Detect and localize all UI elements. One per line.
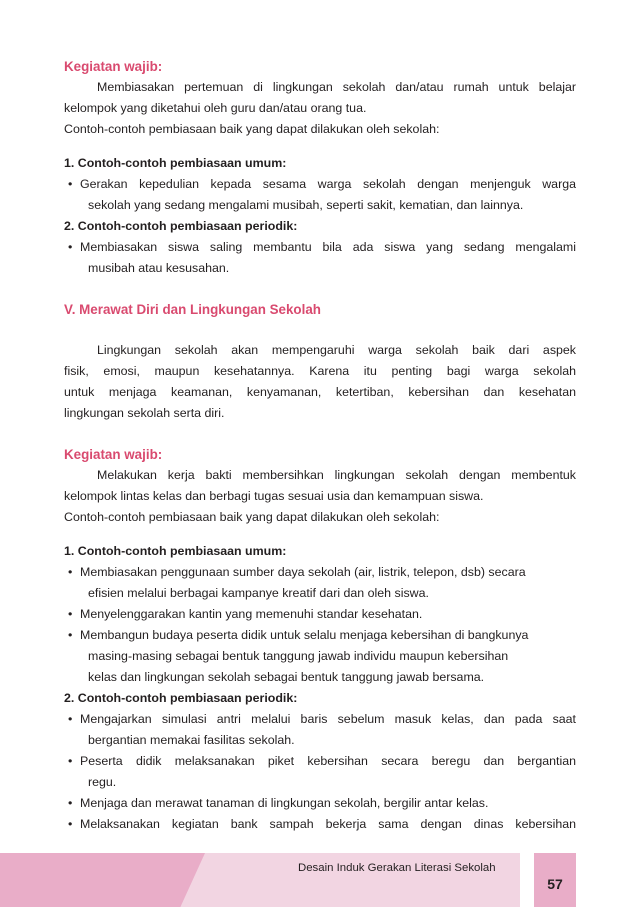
list-item: • Melaksanakan kegiatan bank sampah bekerja sama dengan dinas kebersihan [64,814,576,835]
periodik-subheading: 2. Contoh-contoh pembiasaan periodik: [64,219,298,233]
list-item-continuation: bergantian memakai fasilitas sekolah. [88,733,295,747]
list-item: • Membiasakan penggunaan sumber daya sekolah (air, listrik, telepon, dsb) secara [64,562,576,583]
list-item-continuation: masing-masing sebagai bentuk tanggung jawab individu maupun kebersihan [88,649,509,663]
bullet-icon: • [68,240,73,254]
page-number: 57 [547,876,563,892]
bullet-icon: • [68,712,73,726]
list-item: • Gerakan kepedulian kepada sesama warga sekolah dengan menjenguk warga [64,174,576,195]
bullet-icon: • [68,628,73,642]
list-item-continuation: efisien melalui berbagai kampanye kreatif dari dan oleh siswa. [88,586,429,600]
paragraph-line: untuk menjaga keamanan, kenyamanan, ketertiban, kebersihan dan kesehatan [64,385,576,399]
list-item: • Menjaga dan merawat tanaman di lingkungan sekolah, bergilir antar kelas. [64,793,576,814]
bullet-icon: • [68,607,73,621]
umum-subheading: 1. Contoh-contoh pembiasaan umum: [64,156,287,170]
bullet-icon: • [68,754,73,768]
list-item-continuation: kelas dan lingkungan sekolah sebagai bentuk tanggung jawab bersama. [88,670,485,684]
paragraph-line: Membiasakan pertemuan di lingkungan sekolah dan/atau rumah untuk belajar [97,80,576,94]
list-item-continuation: musibah atau kesusahan. [88,261,230,275]
paragraph-line: Melakukan kerja bakti membersihkan lingkungan sekolah dengan membentuk [97,468,576,482]
list-item: • Mengajarkan simulasi antri melalui baris sebelum masuk kelas, dan pada saat [64,709,576,730]
bullet-icon: • [68,796,73,810]
intro-line: Contoh-contoh pembiasaan baik yang dapat dilakukan oleh sekolah: [64,122,440,136]
periodik-subheading: 2. Contoh-contoh pembiasaan periodik: [64,691,298,705]
list-item: • Peserta didik melaksanakan piket kebersihan secara beregu dan bergantian [64,751,576,772]
bullet-icon: • [68,177,73,191]
list-item-continuation: sekolah yang sedang mengalami musibah, seperti sakit, kematian, dan lainnya. [88,198,524,212]
page-content [64,56,576,835]
section-heading: V. Merawat Diri dan Lingkungan Sekolah [64,302,321,317]
paragraph-line: Lingkungan sekolah akan mempengaruhi warga sekolah baik dari aspek [97,343,576,357]
footer-accent-shape [0,853,205,907]
list-item: • Membiasakan siswa saling membantu bila ada siswa yang sedang mengalami [64,237,576,258]
bullet-icon: • [68,817,73,831]
umum-subheading: 1. Contoh-contoh pembiasaan umum: [64,544,287,558]
paragraph-line: kelompok lintas kelas dan berbagi tugas sesuai usia dan kemampuan siswa. [64,489,484,503]
list-item-continuation: regu. [88,775,117,789]
footer-book-title: Desain Induk Gerakan Literasi Sekolah [298,862,496,874]
list-item: • Membangun budaya peserta didik untuk selalu menjaga kebersihan di bangkunya [64,625,576,646]
paragraph-line: fisik, emosi, maupun kesehatannya. Karena itu penting bagi warga sekolah [64,364,576,378]
list-item: • Menyelenggarakan kantin yang memenuhi standar kesehatan. [64,604,576,625]
paragraph-line: lingkungan sekolah serta diri. [64,406,225,420]
kegiatan-wajib-heading-2: Kegiatan wajib: [64,447,163,462]
bullet-icon: • [68,565,73,579]
intro-line: Contoh-contoh pembiasaan baik yang dapat dilakukan oleh sekolah: [64,510,440,524]
paragraph-line: kelompok yang diketahui oleh guru dan/atau orang tua. [64,101,367,115]
kegiatan-wajib-heading-1: Kegiatan wajib: [64,59,163,74]
